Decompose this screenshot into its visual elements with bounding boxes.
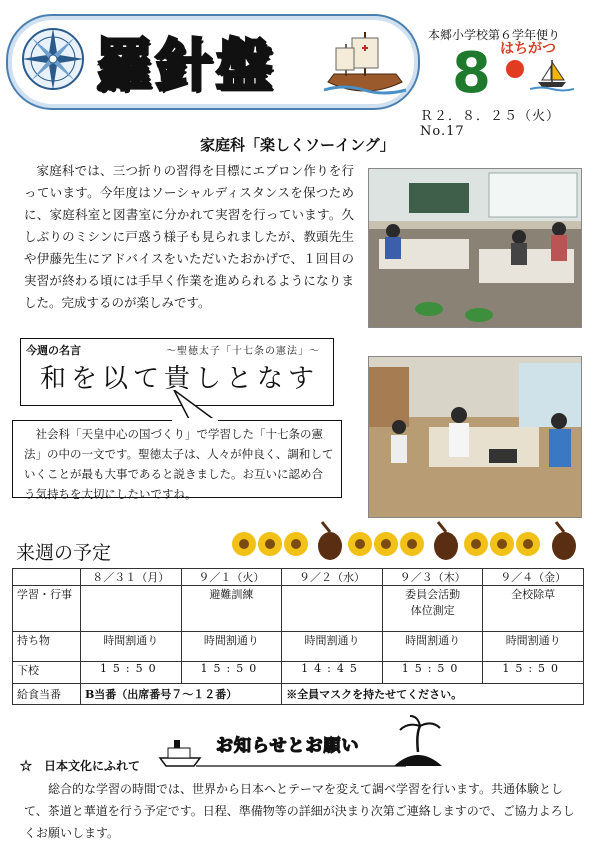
table-cell: 全校除草 [483,586,584,632]
logo-number: 8 [452,41,491,106]
table-cell: 避難訓練 [181,586,282,632]
weekly-schedule-table [12,568,584,705]
lunch-duty: B当番（出席番号７～１２番） [81,684,282,705]
beetle-icon [318,522,342,560]
schedule-header-row [13,569,584,586]
ship-icon [160,740,200,766]
table-row [13,586,584,632]
sunflower-beetle-decoration [230,520,584,564]
header-cell: ９／３（木） [382,569,483,586]
row-label: 学習・行事 [13,586,81,632]
header-cell: ９／２（水） [282,569,383,586]
row-label: 下校 [13,662,81,684]
sun-icon [506,60,524,78]
quote-text: 和を以て貴しとなす [40,364,320,394]
notice-title: お知らせとお願い [216,736,360,756]
header-cell: ９／４（金） [483,569,584,586]
quote-source: ～聖徳太子「十七条の憲法」～ [166,346,320,357]
sunflower-icon [490,532,514,556]
row-label: 持ち物 [13,632,81,662]
table-cell: 15:50 [382,662,483,684]
ship-icon [322,24,408,100]
article-title: 家庭科「楽しくソーイング」 [200,136,395,154]
header-cell: ８／３１（月） [81,569,182,586]
table-cell: 時間割通り [282,632,383,662]
table-cell: 15:50 [181,662,282,684]
sunflower-icon [400,532,424,556]
notice-body: 総合的な学習の時間では、世界から日本へとテーマを変えて調べ学習を行います。共通体験として、茶道と華道を行う予定です。日程、準備物等の詳細が決まり次第ご連絡しますので、ご協力よろしくお願いします。 [24,782,575,840]
library-sewing-photo [368,356,582,518]
sunflower-icon [516,532,540,556]
table-cell [282,586,383,632]
row-label: 給食当番 [13,684,81,705]
header-cell: ９／１（火） [181,569,282,586]
sunflower-icon [464,532,488,556]
schedule-title: 来週の予定 [16,542,112,564]
palm-island-icon [394,716,442,766]
lunch-note: ※全員マスクを持たせてください。 [282,684,584,705]
home-economics-classroom-photo [368,168,582,328]
quote-label: 今週の名言 [26,344,81,357]
table-row [13,684,584,705]
quote-explanation: 社会科「天皇中心の国づくり」で学習した「十七条の憲法」の中の一文です。聖徳太子は、人々が仲良く、調和していくことが最も大事であると説きました。お互いに認め合う気持ちを大切にしたいですね。 [24,427,334,501]
sailboat-icon [530,56,574,92]
table-row [13,632,584,662]
sunflower-icon [232,532,256,556]
issue-date: Ｒ２．８．２５（火）No.17 [420,109,561,139]
sunflower-icon [258,532,282,556]
beetle-icon [434,522,458,560]
table-cell: 14:45 [282,662,383,684]
compass-icon [18,24,88,94]
bubble-tail-mask [170,412,220,424]
sunflower-icon [348,532,372,556]
table-cell: 15:50 [81,662,182,684]
table-cell: 委員会活動 体位測定 [382,586,483,632]
table-cell: 時間割通り [81,632,182,662]
table-cell [81,586,182,632]
header-cell [13,569,81,586]
table-cell: 時間割通り [483,632,584,662]
logo-text: はちがつ [500,41,556,57]
table-row [13,662,584,684]
article-body: 家庭科では、三つ折りの習得を目標にエプロン作りを行っています。今年度はソーシャルディスタンスを保つために、家庭科室と図書室に分かれて実習を行っています。久しぶりのミシンに戸惑う様子も見られましたが、教頭先生や伊藤先生にアドバイスをいただいたおかげで、１回目の実習が終わる頃には手早く作業を進められるようになりました。完成するのが楽しみです。 [24,163,354,310]
notice-heading: ☆ 日本文化にふれて [20,759,141,773]
table-cell: 時間割通り [181,632,282,662]
sunflower-icon [374,532,398,556]
sunflower-icon [284,532,308,556]
page-title: 羅針盤 [96,34,276,99]
beetle-icon [552,522,576,560]
school-name: 本郷小学校第６学年便り [428,28,561,42]
table-cell: 15:50 [483,662,584,684]
table-cell: 時間割通り [382,632,483,662]
